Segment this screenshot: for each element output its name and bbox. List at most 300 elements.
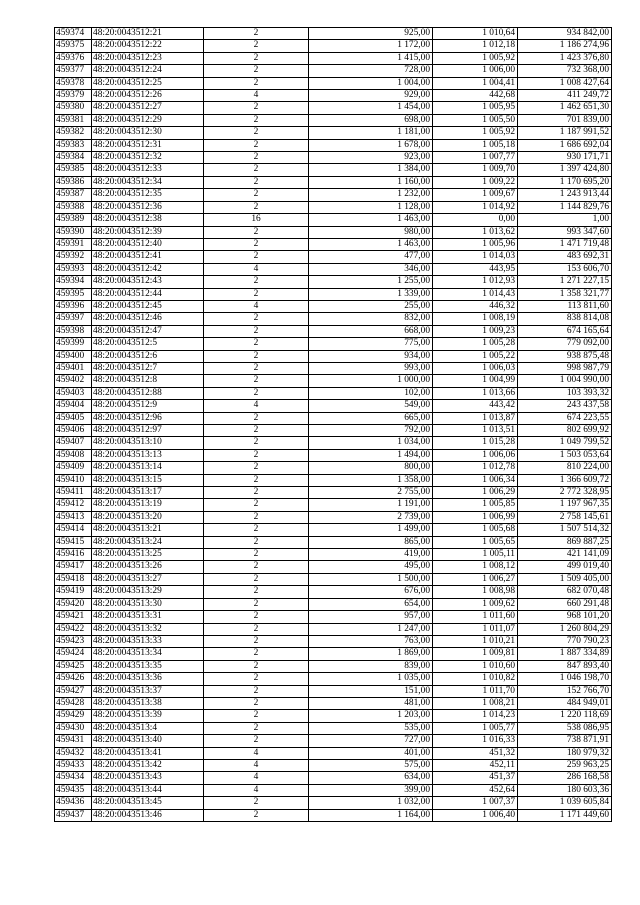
row-number-cell: 459377 bbox=[55, 65, 92, 77]
cadastral-value-cell: 153 606,70 bbox=[518, 263, 612, 275]
group-code-cell: 2 bbox=[204, 375, 309, 387]
area-value-cell: 763,00 bbox=[309, 635, 433, 647]
cadastral-number-cell: 48:20:0043513:29 bbox=[92, 586, 204, 598]
table-row bbox=[55, 474, 612, 486]
row-number-cell: 459398 bbox=[55, 325, 92, 337]
row-number-cell: 459402 bbox=[55, 375, 92, 387]
row-number-cell: 459406 bbox=[55, 425, 92, 437]
cadastral-value-cell: 421 141,09 bbox=[518, 549, 612, 561]
cadastral-value-cell: 779 092,00 bbox=[518, 338, 612, 350]
cadastral-number-cell: 48:20:0043513:44 bbox=[92, 784, 204, 796]
cadastral-number-cell: 48:20:0043513:25 bbox=[92, 549, 204, 561]
table-row bbox=[55, 400, 612, 412]
table-row bbox=[55, 635, 612, 647]
row-number-cell: 459380 bbox=[55, 102, 92, 114]
table-row bbox=[55, 52, 612, 64]
area-value-cell: 934,00 bbox=[309, 350, 433, 362]
specific-value-cell: 1 012,93 bbox=[433, 276, 518, 288]
cadastral-value-cell: 1 887 334,89 bbox=[518, 648, 612, 660]
group-code-cell: 2 bbox=[204, 573, 309, 585]
table-row bbox=[55, 263, 612, 275]
specific-value-cell: 452,64 bbox=[433, 784, 518, 796]
cadastral-number-cell: 48:20:0043513:14 bbox=[92, 462, 204, 474]
specific-value-cell: 1 005,95 bbox=[433, 102, 518, 114]
area-value-cell: 634,00 bbox=[309, 772, 433, 784]
specific-value-cell: 1 005,96 bbox=[433, 238, 518, 250]
group-code-cell: 2 bbox=[204, 474, 309, 486]
cadastral-value-cell: 2 772 328,95 bbox=[518, 487, 612, 499]
row-number-cell: 459423 bbox=[55, 635, 92, 647]
cadastral-number-cell: 48:20:0043513:45 bbox=[92, 797, 204, 809]
row-number-cell: 459424 bbox=[55, 648, 92, 660]
cadastral-value-cell: 732 368,00 bbox=[518, 65, 612, 77]
table-row bbox=[55, 710, 612, 722]
cadastral-value-cell: 1 187 991,52 bbox=[518, 127, 612, 139]
cadastral-value-cell: 847 893,40 bbox=[518, 660, 612, 672]
specific-value-cell: 1 009,62 bbox=[433, 598, 518, 610]
cadastral-value-cell: 1 039 605,84 bbox=[518, 797, 612, 809]
group-code-cell: 4 bbox=[204, 772, 309, 784]
group-code-cell: 2 bbox=[204, 325, 309, 337]
cadastral-value-cell: 1 197 967,35 bbox=[518, 499, 612, 511]
cadastral-value-cell: 1 471 719,48 bbox=[518, 238, 612, 250]
specific-value-cell: 1 008,21 bbox=[433, 697, 518, 709]
table-row bbox=[55, 139, 612, 151]
table-row bbox=[55, 412, 612, 424]
cadastral-value-cell: 934 842,00 bbox=[518, 28, 612, 40]
area-value-cell: 665,00 bbox=[309, 412, 433, 424]
cadastral-number-cell: 48:20:0043513:36 bbox=[92, 673, 204, 685]
table-row bbox=[55, 313, 612, 325]
area-value-cell: 1 128,00 bbox=[309, 201, 433, 213]
cadastral-value-cell: 998 987,79 bbox=[518, 362, 612, 374]
specific-value-cell: 1 010,21 bbox=[433, 635, 518, 647]
row-number-cell: 459381 bbox=[55, 114, 92, 126]
group-code-cell: 2 bbox=[204, 313, 309, 325]
specific-value-cell: 1 010,60 bbox=[433, 660, 518, 672]
cadastral-number-cell: 48:20:0043513:35 bbox=[92, 660, 204, 672]
row-number-cell: 459416 bbox=[55, 549, 92, 561]
specific-value-cell: 451,32 bbox=[433, 747, 518, 759]
group-code-cell: 2 bbox=[204, 648, 309, 660]
group-code-cell: 2 bbox=[204, 238, 309, 250]
table-row bbox=[55, 214, 612, 226]
cadastral-value-cell: 770 790,23 bbox=[518, 635, 612, 647]
specific-value-cell: 1 011,07 bbox=[433, 623, 518, 635]
cadastral-number-cell: 48:20:0043512:7 bbox=[92, 362, 204, 374]
cadastral-number-cell: 48:20:0043513:46 bbox=[92, 809, 204, 821]
group-code-cell: 2 bbox=[204, 288, 309, 300]
row-number-cell: 459429 bbox=[55, 710, 92, 722]
specific-value-cell: 1 006,99 bbox=[433, 511, 518, 523]
area-value-cell: 2 739,00 bbox=[309, 511, 433, 523]
cadastral-number-cell: 48:20:0043512:40 bbox=[92, 238, 204, 250]
cadastral-value-cell: 810 224,00 bbox=[518, 462, 612, 474]
cadastral-value-cell: 180 603,36 bbox=[518, 784, 612, 796]
specific-value-cell: 1 006,03 bbox=[433, 362, 518, 374]
table-row bbox=[55, 338, 612, 350]
group-code-cell: 2 bbox=[204, 226, 309, 238]
group-code-cell: 4 bbox=[204, 300, 309, 312]
cadastral-number-cell: 48:20:0043513:33 bbox=[92, 635, 204, 647]
cadastral-number-cell: 48:20:0043512:21 bbox=[92, 28, 204, 40]
row-number-cell: 459409 bbox=[55, 462, 92, 474]
cadastral-value-cell: 838 814,08 bbox=[518, 313, 612, 325]
row-number-cell: 459391 bbox=[55, 238, 92, 250]
area-value-cell: 775,00 bbox=[309, 338, 433, 350]
specific-value-cell: 1 005,92 bbox=[433, 52, 518, 64]
cadastral-number-cell: 48:20:0043512:96 bbox=[92, 412, 204, 424]
area-value-cell: 575,00 bbox=[309, 759, 433, 771]
area-value-cell: 800,00 bbox=[309, 462, 433, 474]
cadastral-number-cell: 48:20:0043512:47 bbox=[92, 325, 204, 337]
row-number-cell: 459431 bbox=[55, 735, 92, 747]
table-row bbox=[55, 251, 612, 263]
cadastral-value-cell: 993 347,60 bbox=[518, 226, 612, 238]
cadastral-number-cell: 48:20:0043512:41 bbox=[92, 251, 204, 263]
cadastral-number-cell: 48:20:0043512:97 bbox=[92, 425, 204, 437]
group-code-cell: 2 bbox=[204, 660, 309, 672]
table-row bbox=[55, 747, 612, 759]
cadastral-number-cell: 48:20:0043513:19 bbox=[92, 499, 204, 511]
specific-value-cell: 1 016,33 bbox=[433, 735, 518, 747]
group-code-cell: 2 bbox=[204, 710, 309, 722]
table-row bbox=[55, 276, 612, 288]
cadastral-number-cell: 48:20:0043512:32 bbox=[92, 152, 204, 164]
row-number-cell: 459400 bbox=[55, 350, 92, 362]
table-row bbox=[55, 114, 612, 126]
table-row bbox=[55, 375, 612, 387]
specific-value-cell: 1 005,65 bbox=[433, 536, 518, 548]
cadastral-number-cell: 48:20:0043513:39 bbox=[92, 710, 204, 722]
area-value-cell: 727,00 bbox=[309, 735, 433, 747]
cadastral-value-cell: 411 249,72 bbox=[518, 90, 612, 102]
cadastral-number-cell: 48:20:0043512:39 bbox=[92, 226, 204, 238]
area-value-cell: 1 463,00 bbox=[309, 214, 433, 226]
group-code-cell: 4 bbox=[204, 747, 309, 759]
area-value-cell: 1 203,00 bbox=[309, 710, 433, 722]
area-value-cell: 792,00 bbox=[309, 425, 433, 437]
cadastral-number-cell: 48:20:0043512:27 bbox=[92, 102, 204, 114]
specific-value-cell: 1 007,77 bbox=[433, 152, 518, 164]
group-code-cell: 2 bbox=[204, 635, 309, 647]
row-number-cell: 459390 bbox=[55, 226, 92, 238]
area-value-cell: 1 172,00 bbox=[309, 40, 433, 52]
cadastral-value-cell: 1,00 bbox=[518, 214, 612, 226]
cadastral-value-cell: 1 271 227,15 bbox=[518, 276, 612, 288]
cadastral-number-cell: 48:20:0043512:29 bbox=[92, 114, 204, 126]
table-row bbox=[55, 437, 612, 449]
cadastral-number-cell: 48:20:0043513:4 bbox=[92, 722, 204, 734]
specific-value-cell: 1 013,87 bbox=[433, 412, 518, 424]
table-row bbox=[55, 152, 612, 164]
specific-value-cell: 1 009,70 bbox=[433, 164, 518, 176]
table-row bbox=[55, 759, 612, 771]
specific-value-cell: 1 008,12 bbox=[433, 561, 518, 573]
specific-value-cell: 1 011,70 bbox=[433, 685, 518, 697]
cadastral-number-cell: 48:20:0043513:37 bbox=[92, 685, 204, 697]
area-value-cell: 1 678,00 bbox=[309, 139, 433, 151]
area-value-cell: 255,00 bbox=[309, 300, 433, 312]
group-code-cell: 2 bbox=[204, 201, 309, 213]
group-code-cell: 4 bbox=[204, 90, 309, 102]
row-number-cell: 459378 bbox=[55, 77, 92, 89]
group-code-cell: 2 bbox=[204, 102, 309, 114]
row-number-cell: 459410 bbox=[55, 474, 92, 486]
area-value-cell: 477,00 bbox=[309, 251, 433, 263]
cadastral-number-cell: 48:20:0043513:40 bbox=[92, 735, 204, 747]
specific-value-cell: 442,68 bbox=[433, 90, 518, 102]
cadastral-number-cell: 48:20:0043512:8 bbox=[92, 375, 204, 387]
row-number-cell: 459426 bbox=[55, 673, 92, 685]
group-code-cell: 2 bbox=[204, 449, 309, 461]
cadastral-value-cell: 483 692,31 bbox=[518, 251, 612, 263]
table-row bbox=[55, 28, 612, 40]
specific-value-cell: 451,37 bbox=[433, 772, 518, 784]
row-number-cell: 459379 bbox=[55, 90, 92, 102]
row-number-cell: 459425 bbox=[55, 660, 92, 672]
row-number-cell: 459386 bbox=[55, 176, 92, 188]
table-body bbox=[55, 28, 612, 822]
row-number-cell: 459383 bbox=[55, 139, 92, 151]
specific-value-cell: 1 012,18 bbox=[433, 40, 518, 52]
cadastral-value-cell: 1 366 609,72 bbox=[518, 474, 612, 486]
table-row bbox=[55, 350, 612, 362]
table-row bbox=[55, 201, 612, 213]
group-code-cell: 2 bbox=[204, 114, 309, 126]
table-row bbox=[55, 65, 612, 77]
cadastral-value-cell: 1 507 514,32 bbox=[518, 524, 612, 536]
area-value-cell: 1 035,00 bbox=[309, 673, 433, 685]
cadastral-value-cell: 1 358 321,77 bbox=[518, 288, 612, 300]
row-number-cell: 459374 bbox=[55, 28, 92, 40]
table-row bbox=[55, 102, 612, 114]
cadastral-value-cell: 1 170 695,20 bbox=[518, 176, 612, 188]
table-row bbox=[55, 735, 612, 747]
table-row bbox=[55, 685, 612, 697]
cadastral-number-cell: 48:20:0043513:41 bbox=[92, 747, 204, 759]
cadastral-value-cell: 499 019,40 bbox=[518, 561, 612, 573]
specific-value-cell: 1 010,64 bbox=[433, 28, 518, 40]
cadastral-value-cell: 802 699,92 bbox=[518, 425, 612, 437]
area-value-cell: 1 454,00 bbox=[309, 102, 433, 114]
cadastral-value-cell: 1 503 053,64 bbox=[518, 449, 612, 461]
cadastral-number-cell: 48:20:0043512:22 bbox=[92, 40, 204, 52]
cadastral-number-cell: 48:20:0043513:30 bbox=[92, 598, 204, 610]
specific-value-cell: 1 014,43 bbox=[433, 288, 518, 300]
specific-value-cell: 446,32 bbox=[433, 300, 518, 312]
area-value-cell: 1 004,00 bbox=[309, 77, 433, 89]
area-value-cell: 925,00 bbox=[309, 28, 433, 40]
area-value-cell: 1 160,00 bbox=[309, 176, 433, 188]
table-row bbox=[55, 127, 612, 139]
row-number-cell: 459408 bbox=[55, 449, 92, 461]
row-number-cell: 459376 bbox=[55, 52, 92, 64]
cadastral-number-cell: 48:20:0043513:34 bbox=[92, 648, 204, 660]
area-value-cell: 399,00 bbox=[309, 784, 433, 796]
group-code-cell: 2 bbox=[204, 487, 309, 499]
cadastral-value-cell: 660 291,48 bbox=[518, 598, 612, 610]
table-row bbox=[55, 524, 612, 536]
group-code-cell: 2 bbox=[204, 251, 309, 263]
group-code-cell: 4 bbox=[204, 759, 309, 771]
cadastral-value-cell: 113 811,60 bbox=[518, 300, 612, 312]
cadastral-value-cell: 682 070,48 bbox=[518, 586, 612, 598]
row-number-cell: 459394 bbox=[55, 276, 92, 288]
row-number-cell: 459399 bbox=[55, 338, 92, 350]
row-number-cell: 459434 bbox=[55, 772, 92, 784]
area-value-cell: 1 384,00 bbox=[309, 164, 433, 176]
group-code-cell: 2 bbox=[204, 40, 309, 52]
group-code-cell: 2 bbox=[204, 139, 309, 151]
table-row bbox=[55, 189, 612, 201]
cadastral-value-cell: 701 839,00 bbox=[518, 114, 612, 126]
row-number-cell: 459428 bbox=[55, 697, 92, 709]
specific-value-cell: 443,42 bbox=[433, 400, 518, 412]
cadastral-number-cell: 48:20:0043512:5 bbox=[92, 338, 204, 350]
cadastral-number-cell: 48:20:0043512:6 bbox=[92, 350, 204, 362]
area-value-cell: 728,00 bbox=[309, 65, 433, 77]
specific-value-cell: 1 014,03 bbox=[433, 251, 518, 263]
area-value-cell: 957,00 bbox=[309, 611, 433, 623]
group-code-cell: 2 bbox=[204, 176, 309, 188]
area-value-cell: 401,00 bbox=[309, 747, 433, 759]
area-value-cell: 1 255,00 bbox=[309, 276, 433, 288]
group-code-cell: 2 bbox=[204, 586, 309, 598]
group-code-cell: 4 bbox=[204, 784, 309, 796]
row-number-cell: 459437 bbox=[55, 809, 92, 821]
group-code-cell: 2 bbox=[204, 276, 309, 288]
area-value-cell: 1 415,00 bbox=[309, 52, 433, 64]
cadastral-number-cell: 48:20:0043512:38 bbox=[92, 214, 204, 226]
area-value-cell: 495,00 bbox=[309, 561, 433, 573]
table-row bbox=[55, 164, 612, 176]
group-code-cell: 2 bbox=[204, 189, 309, 201]
group-code-cell: 2 bbox=[204, 52, 309, 64]
group-code-cell: 2 bbox=[204, 499, 309, 511]
area-value-cell: 929,00 bbox=[309, 90, 433, 102]
row-number-cell: 459401 bbox=[55, 362, 92, 374]
table-row bbox=[55, 586, 612, 598]
cadastral-value-cell: 869 887,25 bbox=[518, 536, 612, 548]
row-number-cell: 459403 bbox=[55, 387, 92, 399]
group-code-cell: 2 bbox=[204, 722, 309, 734]
cadastral-number-cell: 48:20:0043512:31 bbox=[92, 139, 204, 151]
row-number-cell: 459395 bbox=[55, 288, 92, 300]
table-row bbox=[55, 784, 612, 796]
table-row bbox=[55, 362, 612, 374]
group-code-cell: 2 bbox=[204, 685, 309, 697]
row-number-cell: 459413 bbox=[55, 511, 92, 523]
cadastral-number-cell: 48:20:0043512:45 bbox=[92, 300, 204, 312]
cadastral-number-cell: 48:20:0043512:25 bbox=[92, 77, 204, 89]
table-row bbox=[55, 660, 612, 672]
area-value-cell: 654,00 bbox=[309, 598, 433, 610]
specific-value-cell: 1 005,28 bbox=[433, 338, 518, 350]
group-code-cell: 2 bbox=[204, 28, 309, 40]
cadastral-number-cell: 48:20:0043513:24 bbox=[92, 536, 204, 548]
specific-value-cell: 1 005,11 bbox=[433, 549, 518, 561]
row-number-cell: 459420 bbox=[55, 598, 92, 610]
area-value-cell: 668,00 bbox=[309, 325, 433, 337]
row-number-cell: 459427 bbox=[55, 685, 92, 697]
area-value-cell: 1 032,00 bbox=[309, 797, 433, 809]
table-row bbox=[55, 611, 612, 623]
row-number-cell: 459419 bbox=[55, 586, 92, 598]
area-value-cell: 346,00 bbox=[309, 263, 433, 275]
specific-value-cell: 1 009,81 bbox=[433, 648, 518, 660]
cadastral-value-cell: 286 168,58 bbox=[518, 772, 612, 784]
group-code-cell: 2 bbox=[204, 412, 309, 424]
table-row bbox=[55, 387, 612, 399]
cadastral-value-table bbox=[54, 27, 612, 822]
table-row bbox=[55, 573, 612, 585]
cadastral-number-cell: 48:20:0043512:34 bbox=[92, 176, 204, 188]
table-row bbox=[55, 487, 612, 499]
cadastral-value-cell: 1 004 990,00 bbox=[518, 375, 612, 387]
row-number-cell: 459432 bbox=[55, 747, 92, 759]
cadastral-number-cell: 48:20:0043513:10 bbox=[92, 437, 204, 449]
cadastral-number-cell: 48:20:0043513:15 bbox=[92, 474, 204, 486]
area-value-cell: 1 181,00 bbox=[309, 127, 433, 139]
table-row bbox=[55, 300, 612, 312]
specific-value-cell: 1 010,82 bbox=[433, 673, 518, 685]
specific-value-cell: 1 013,51 bbox=[433, 425, 518, 437]
group-code-cell: 2 bbox=[204, 623, 309, 635]
group-code-cell: 2 bbox=[204, 127, 309, 139]
table-row bbox=[55, 90, 612, 102]
specific-value-cell: 1 011,60 bbox=[433, 611, 518, 623]
cadastral-value-cell: 1 397 424,80 bbox=[518, 164, 612, 176]
group-code-cell: 2 bbox=[204, 797, 309, 809]
area-value-cell: 1 869,00 bbox=[309, 648, 433, 660]
table-row bbox=[55, 238, 612, 250]
row-number-cell: 459396 bbox=[55, 300, 92, 312]
area-value-cell: 993,00 bbox=[309, 362, 433, 374]
cadastral-value-cell: 243 437,58 bbox=[518, 400, 612, 412]
specific-value-cell: 1 004,99 bbox=[433, 375, 518, 387]
row-number-cell: 459387 bbox=[55, 189, 92, 201]
table-row bbox=[55, 722, 612, 734]
row-number-cell: 459436 bbox=[55, 797, 92, 809]
area-value-cell: 676,00 bbox=[309, 586, 433, 598]
specific-value-cell: 1 004,41 bbox=[433, 77, 518, 89]
area-value-cell: 1 191,00 bbox=[309, 499, 433, 511]
group-code-cell: 2 bbox=[204, 549, 309, 561]
specific-value-cell: 1 013,62 bbox=[433, 226, 518, 238]
cadastral-value-cell: 930 171,71 bbox=[518, 152, 612, 164]
cadastral-number-cell: 48:20:0043512:36 bbox=[92, 201, 204, 213]
group-code-cell: 2 bbox=[204, 809, 309, 821]
area-value-cell: 1 499,00 bbox=[309, 524, 433, 536]
area-value-cell: 1 000,00 bbox=[309, 375, 433, 387]
specific-value-cell: 1 008,19 bbox=[433, 313, 518, 325]
group-code-cell: 2 bbox=[204, 362, 309, 374]
table-row bbox=[55, 536, 612, 548]
cadastral-number-cell: 48:20:0043512:9 bbox=[92, 400, 204, 412]
cadastral-number-cell: 48:20:0043512:35 bbox=[92, 189, 204, 201]
cadastral-value-cell: 738 871,91 bbox=[518, 735, 612, 747]
cadastral-number-cell: 48:20:0043512:23 bbox=[92, 52, 204, 64]
area-value-cell: 698,00 bbox=[309, 114, 433, 126]
area-value-cell: 151,00 bbox=[309, 685, 433, 697]
cadastral-number-cell: 48:20:0043513:42 bbox=[92, 759, 204, 771]
row-number-cell: 459435 bbox=[55, 784, 92, 796]
group-code-cell: 16 bbox=[204, 214, 309, 226]
area-value-cell: 419,00 bbox=[309, 549, 433, 561]
area-value-cell: 1 339,00 bbox=[309, 288, 433, 300]
group-code-cell: 2 bbox=[204, 164, 309, 176]
